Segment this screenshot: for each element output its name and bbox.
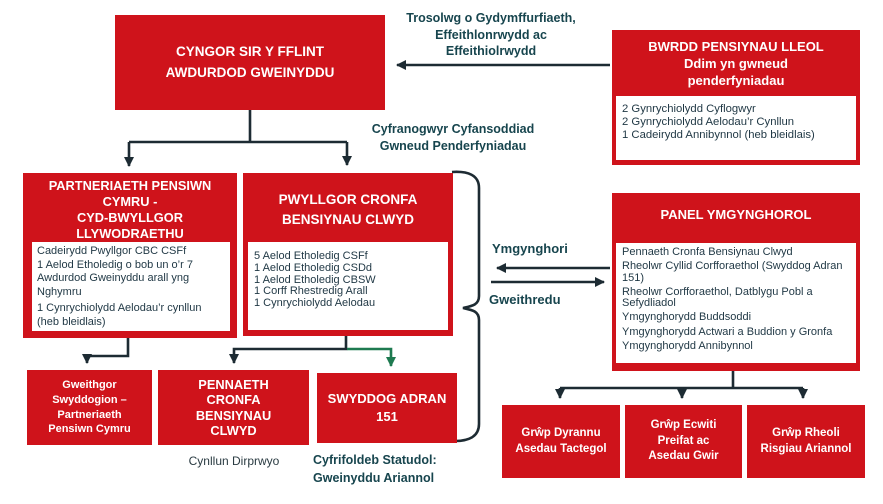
member-item: Ymgynghorydd Buddsoddi (622, 311, 752, 324)
box-members-panel (616, 96, 856, 160)
label-line: Gwneud Penderfyniadau (379, 138, 527, 153)
label-ymgynghori: Ymgynghori (492, 241, 568, 256)
box-header (612, 30, 860, 89)
box-header (612, 193, 860, 222)
box-partneriaeth-pensiwn-cymru (23, 173, 237, 338)
box-gweithgor-swyddogion (27, 370, 152, 445)
member-item: 1 Cynrychiolydd Aelodau (254, 297, 376, 310)
box-title-line: CYNGOR SIR Y FFLINT (175, 44, 324, 60)
box-title-line: 151 (376, 409, 398, 424)
member-item: 1 Aelod Etholedig CBSW (254, 273, 376, 286)
box-members-panel (616, 243, 856, 363)
box-title-line: CYD-BWYLLGOR (77, 209, 183, 225)
box-title-line: penderfyniadau (687, 73, 785, 89)
box-panel-ymgynghorol (612, 193, 860, 371)
member-item: 2 Gynrychiolydd Cyflogwyr (622, 103, 756, 115)
box-title-line: Ddim yn gwneud (684, 56, 788, 72)
label-line: Effeithlonrwydd ac (435, 27, 547, 42)
arrow-to-pennaeth (234, 336, 346, 363)
box-title-line: SWYDDOG ADRAN (327, 391, 447, 407)
label-line: Effeithiolrwydd (445, 44, 537, 58)
label-line: Cyfrifoldeb Statudol: (313, 453, 437, 467)
member-item: 1 Corff Rhestredig Arall (254, 285, 368, 298)
box-title-line: Gweithgor (62, 379, 117, 392)
box-title-line: Grŵp Dyrannu (521, 426, 601, 439)
member-item: 1 Cynrychiolydd Aelodau’r cynllun (heb bleidlais) (37, 302, 202, 328)
box-title-line: Asedau Tactegol (515, 442, 607, 455)
member-item: Rheolwr Cyllid Corfforaethol (Swyddog Adran 151) (622, 260, 843, 284)
box-title-line: BWRDD PENSIYNAU LLEOL (648, 39, 824, 54)
box-title-line: AWDURDOD GWEINYDDU (165, 64, 335, 80)
box-pwyllgor-cronfa-bensiynau-clwyd (243, 173, 453, 336)
box-title-line: PENNAETH (198, 376, 269, 392)
box-grwp-rheoli-risgiau (747, 405, 865, 478)
box-title-line: Grŵp Ecwiti (650, 419, 717, 432)
box-title-line: LLYWODRAETHU (76, 225, 184, 241)
member-item: Rheolwr Corfforaethol, Datblygu Pobl a Sefydliadol (622, 285, 813, 310)
member-item: Ymgynghorydd Annibynnol (622, 339, 753, 352)
box-header (23, 173, 237, 242)
label-line: Gweinyddu Ariannol (313, 470, 435, 485)
box-title-line: Pensiwn Cymru (48, 423, 131, 436)
box-title-line: Risgiau Ariannol (760, 442, 852, 455)
member-item: 5 Aelod Etholedig CSFf (254, 250, 368, 262)
label-constitution-flow (348, 121, 558, 154)
box-title-line: BENSIYNAU CLWYD (281, 211, 414, 227)
box-title-line: PANEL YMGYNGHOROL (660, 207, 812, 222)
box-title-line: PARTNERIAETH PENSIWN (48, 178, 212, 193)
box-title-line: CRONFA (206, 392, 261, 408)
box-title-line: Grŵp Rheoli (772, 426, 840, 439)
box-title-line: Preifat ac (657, 434, 710, 447)
label-cynllun-dirprwyo: Cynllun Dirprwyo (188, 454, 280, 468)
label-cyfrifoldeb-statudol (313, 452, 437, 488)
member-item: 1 Aelod Etholedig o bob un o’r 7 Awdurdod Gweinyddu arall yng Nghymru (37, 258, 193, 298)
box-cyngor-sir-y-fflint (115, 15, 385, 110)
label-line: Cyfranogwyr Cyfansoddiad (371, 122, 535, 136)
box-grwp-dyrannu-asedau (502, 405, 620, 478)
member-item: Pennaeth Cronfa Bensiynau Clwyd (622, 246, 793, 258)
member-item: 2 Gynrychiolydd Aelodau’r Cynllun (622, 116, 795, 128)
box-title-line: PWYLLGOR CRONFA (278, 192, 418, 207)
box-title-line: CLWYD (210, 422, 257, 438)
label-line: Trosolwg o Gydymffurfiaeth, (406, 11, 576, 25)
label-gweithredu: Gweithredu (489, 292, 561, 307)
arrow-to-swyddog-green (347, 349, 391, 366)
box-title-line: Partneriaeth (57, 408, 122, 421)
arrow-to-gweithgor (87, 337, 128, 363)
box-title-line: Asedau Gwir (648, 450, 719, 463)
member-item: 1 Aelod Etholedig CSDd (254, 261, 373, 274)
box-header (243, 173, 453, 229)
box-bwrdd-pensiynau-lleol (612, 30, 860, 165)
label-oversight-flow (385, 10, 597, 60)
box-title-line: CYMRU - (102, 193, 158, 209)
member-item: 1 Cadeirydd Annibynnol (heb bleidlais) (622, 129, 815, 141)
box-members-panel (248, 242, 448, 330)
box-pennaeth-cronfa (158, 370, 309, 445)
box-swyddog-adran-151 (317, 373, 457, 443)
box-members-panel (32, 242, 230, 331)
box-grwp-ecwiti-preifat (625, 405, 742, 478)
member-item: Cadeirydd Pwyllgor CBC CSFf (37, 245, 187, 257)
box-title-line: Swyddogion – (52, 393, 127, 406)
box-title-line: BENSIYNAU (195, 407, 272, 423)
member-item: Ymgynghorydd Actwari a Buddion y Gronfa (622, 325, 833, 338)
